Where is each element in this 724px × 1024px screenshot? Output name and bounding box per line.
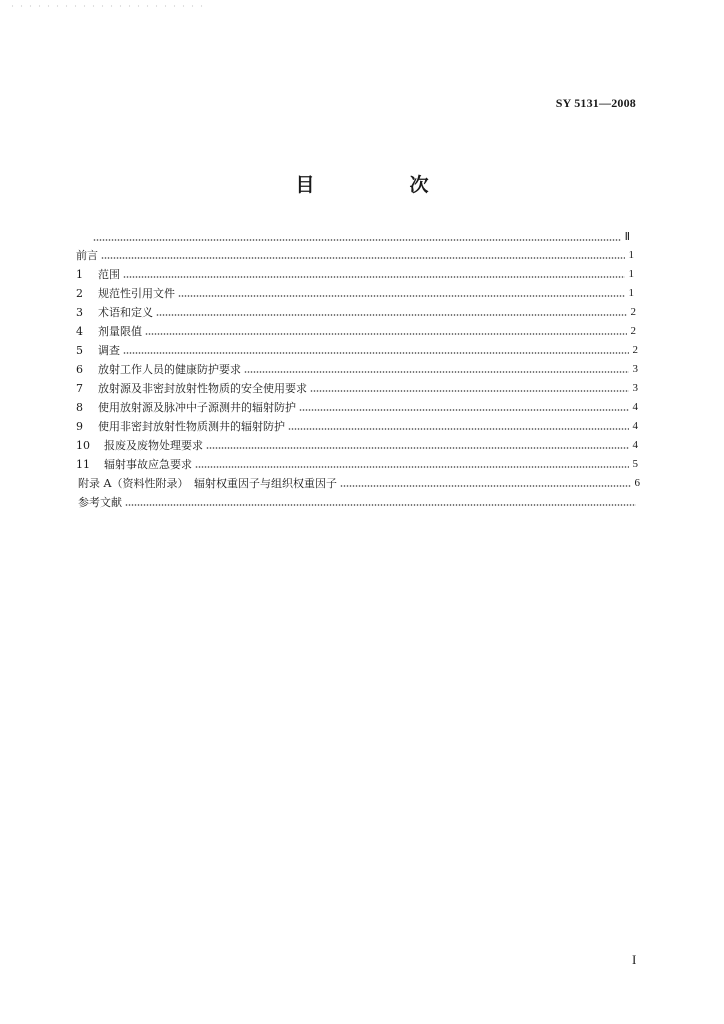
toc-label: 放射工作人员的健康防护要求	[98, 363, 241, 376]
toc-page: 2	[630, 325, 636, 337]
toc-label: 使用放射源及脉冲中子源测井的辐射防护	[98, 401, 296, 414]
leader-dots	[93, 239, 621, 241]
toc-page: 3	[632, 363, 638, 375]
toc-page: 4	[632, 420, 638, 432]
toc-number: 11	[76, 458, 90, 471]
toc-entry-bibliography[interactable]	[78, 491, 640, 509]
toc-entry-8[interactable]	[76, 396, 638, 414]
leader-dots	[101, 257, 625, 259]
leader-dots	[123, 276, 625, 278]
toc-label: 前言	[76, 249, 98, 262]
toc-entry-10[interactable]	[76, 434, 638, 452]
toc-number: 6	[76, 363, 83, 376]
leader-dots	[310, 390, 629, 392]
toc-page: 3	[632, 382, 638, 394]
toc-number: 3	[76, 306, 83, 319]
toc-number: 2	[76, 287, 83, 300]
toc-label: 报废及废物处理要求	[104, 439, 203, 452]
page-number: I	[632, 952, 637, 967]
toc-entry-top-dots	[90, 226, 630, 244]
toc-number: 5	[76, 344, 83, 357]
toc-entry-3[interactable]	[76, 301, 636, 319]
toc-number: 4	[76, 325, 83, 338]
toc-entry-7[interactable]	[76, 377, 638, 395]
leader-dots	[244, 371, 629, 373]
toc-page: 1	[628, 287, 634, 299]
toc-entry-4[interactable]	[76, 320, 636, 338]
toc-page: 4	[632, 401, 638, 413]
table-of-contents	[0, 226, 724, 516]
toc-number: 8	[76, 401, 83, 414]
toc-label: 术语和定义	[98, 306, 153, 319]
toc-page: 1	[628, 268, 634, 280]
toc-label: 参考文献	[78, 496, 122, 509]
toc-label: 范围	[98, 268, 120, 281]
toc-entry-9[interactable]	[76, 415, 638, 433]
toc-label: 放射源及非密封放射性物质的安全使用要求	[98, 382, 307, 395]
toc-entry-annex-a[interactable]	[78, 472, 640, 490]
toc-page: 2	[630, 306, 636, 318]
toc-number: 10	[76, 439, 90, 452]
leader-dots	[340, 485, 631, 487]
leader-dots	[288, 428, 629, 430]
toc-entry-1[interactable]	[76, 263, 634, 281]
toc-page: 5	[632, 458, 638, 470]
leader-dots	[178, 295, 625, 297]
toc-number: 1	[76, 268, 83, 281]
toc-number: 9	[76, 420, 83, 433]
scan-artifact	[8, 4, 208, 8]
toc-page: 1	[628, 249, 634, 261]
page-title: 目 次	[295, 174, 467, 196]
leader-dots	[195, 466, 629, 468]
toc-page: 6	[634, 477, 640, 489]
standard-code: SY 5131—2008	[555, 96, 636, 110]
leader-dots	[145, 333, 627, 335]
toc-label: 附录 A（资料性附录） 辐射权重因子与组织权重因子	[78, 477, 337, 490]
toc-entry-foreword[interactable]	[76, 244, 634, 262]
toc-page: 4	[632, 439, 638, 451]
toc-label: 剂量限值	[98, 325, 142, 338]
toc-label: 调查	[98, 344, 120, 357]
leader-dots	[299, 409, 629, 411]
toc-label: 辐射事故应急要求	[104, 458, 192, 471]
toc-number: 7	[76, 382, 83, 395]
toc-entry-6[interactable]	[76, 358, 638, 376]
leader-dots	[206, 447, 629, 449]
toc-label: 使用非密封放射性物质测井的辐射防护	[98, 420, 285, 433]
toc-label: 规范性引用文件	[98, 287, 175, 300]
leader-dots	[125, 504, 636, 506]
toc-entry-2[interactable]	[76, 282, 634, 300]
toc-page: 2	[632, 344, 638, 356]
leader-dots	[123, 352, 629, 354]
leader-dots	[156, 314, 627, 316]
toc-entry-5[interactable]	[76, 339, 638, 357]
toc-page: Ⅱ	[624, 231, 630, 243]
toc-entry-11[interactable]	[76, 453, 638, 471]
